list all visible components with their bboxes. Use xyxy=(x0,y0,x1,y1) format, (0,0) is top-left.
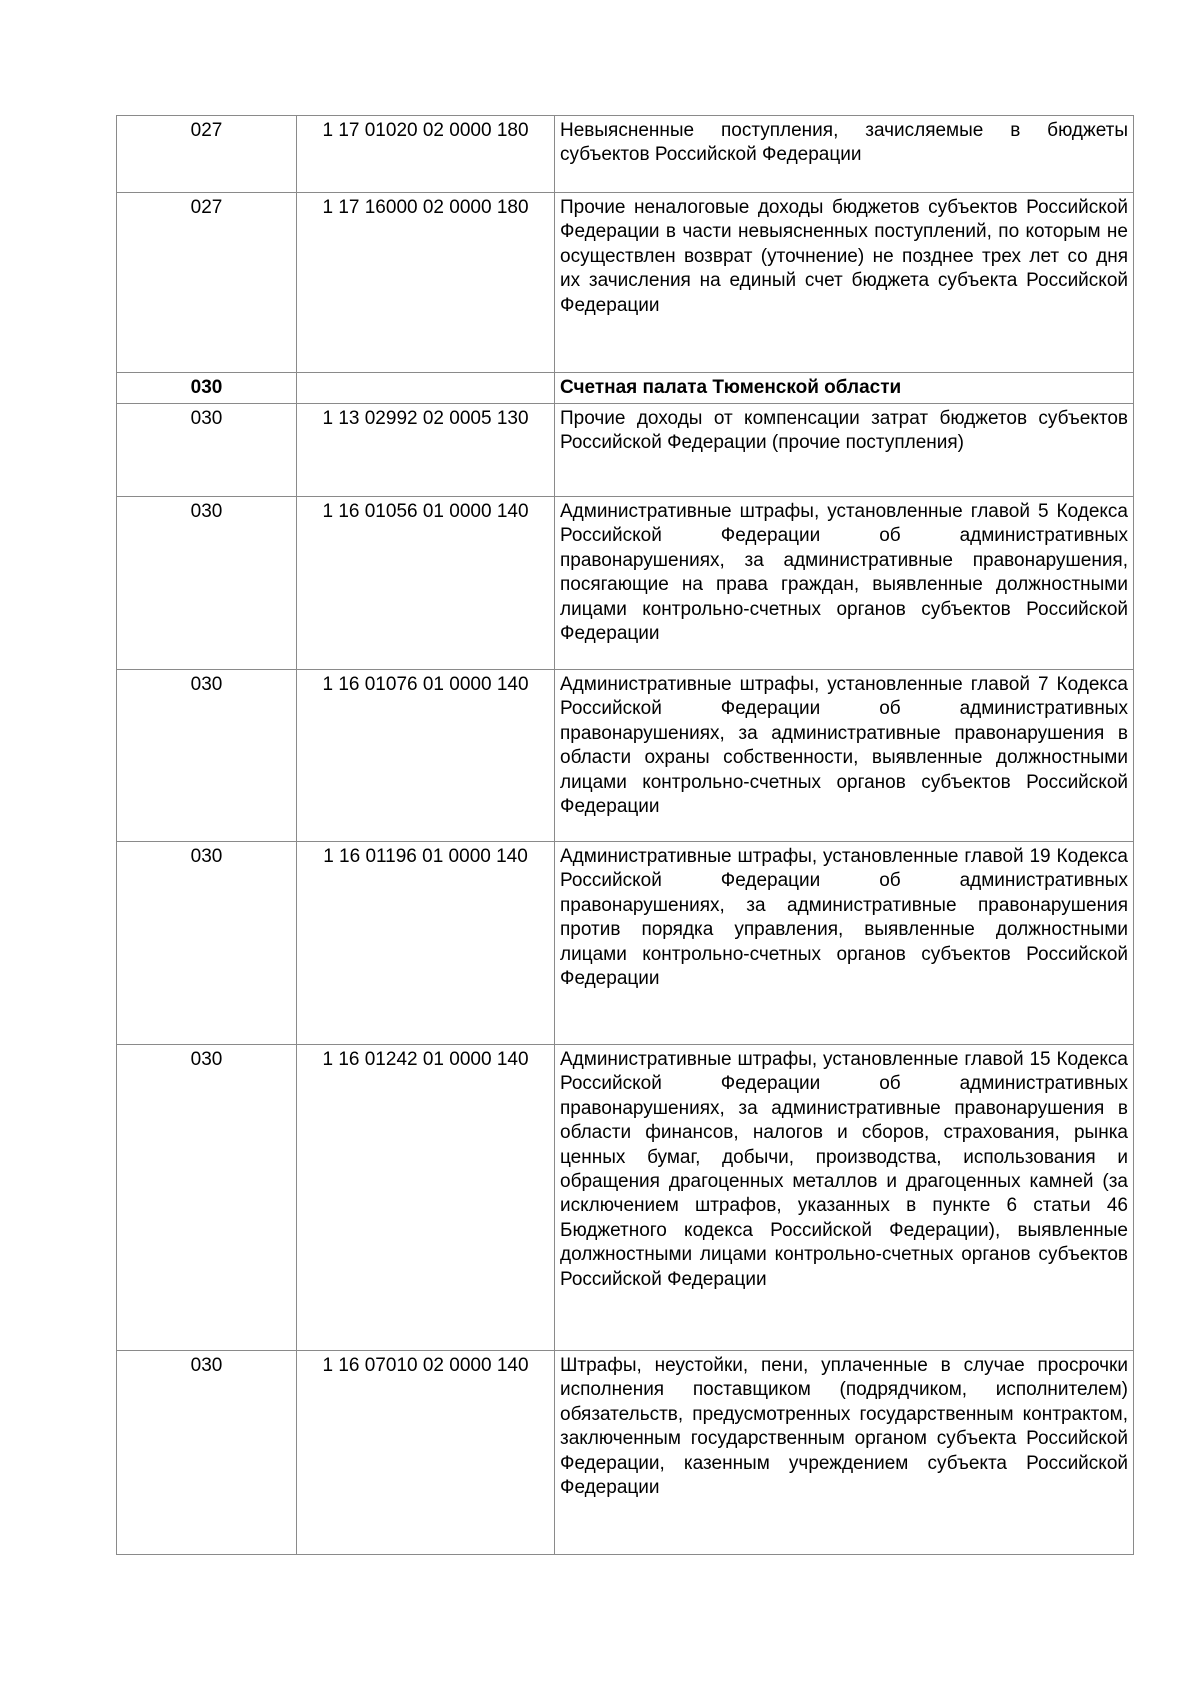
description-cell: Прочие доходы от компенсации затрат бюджетов субъектов Российской Федерации (прочие поступления) xyxy=(555,404,1134,497)
admin-code-cell: 030 xyxy=(117,842,297,1045)
budget-code-cell: 1 16 07010 02 0000 140 xyxy=(297,1351,555,1555)
budget-code-cell: 1 16 01056 01 0000 140 xyxy=(297,497,555,670)
description-cell: Счетная палата Тюменской области xyxy=(555,373,1134,404)
description-cell: Административные штрафы, установленные главой 19 Кодекса Российской Федерации об административных правонарушениях, за административные правонарушения против порядка управления, выявленные должностными лицами контрольно-счетных органов субъектов Российской Федерации xyxy=(555,842,1134,1045)
budget-code-cell: 1 16 01196 01 0000 140 xyxy=(297,842,555,1045)
table-row xyxy=(117,670,1134,842)
admin-code-cell: 027 xyxy=(117,193,297,373)
admin-code-cell: 030 xyxy=(117,373,297,404)
table-row-section-header xyxy=(117,373,1134,404)
description-cell: Невыясненные поступления, зачисляемые в бюджеты субъектов Российской Федерации xyxy=(555,116,1134,193)
budget-code-cell: 1 16 01076 01 0000 140 xyxy=(297,670,555,842)
admin-code-cell: 030 xyxy=(117,1045,297,1351)
table-row xyxy=(117,1045,1134,1351)
budget-code-cell: 1 17 01020 02 0000 180 xyxy=(297,116,555,193)
budget-code-cell: 1 17 16000 02 0000 180 xyxy=(297,193,555,373)
admin-code-cell: 027 xyxy=(117,116,297,193)
budget-code-cell: 1 16 01242 01 0000 140 xyxy=(297,1045,555,1351)
admin-code-cell: 030 xyxy=(117,497,297,670)
description-cell: Административные штрафы, установленные главой 15 Кодекса Российской Федерации об административных правонарушениях, за административные правонарушения в области финансов, налогов и сборов, страхования, рынка ценных бумаг, добычи, производства, использования и обращения драгоценных металлов и драгоценных камней (за исключением штрафов, указанных в пункте 6 статьи 46 Бюджетного кодекса Российской Федерации), выявленные должностными лицами контрольно-счетных органов субъектов Российской Федерации xyxy=(555,1045,1134,1351)
admin-code-cell: 030 xyxy=(117,670,297,842)
table-row xyxy=(117,193,1134,373)
budget-classification-table xyxy=(116,115,1134,1555)
description-cell: Прочие неналоговые доходы бюджетов субъектов Российской Федерации в части невыясненных поступлений, по которым не осуществлен возврат (уточнение) не позднее трех лет со дня их зачисления на единый счет бюджета субъекта Российской Федерации xyxy=(555,193,1134,373)
table-row xyxy=(117,842,1134,1045)
description-cell: Административные штрафы, установленные главой 7 Кодекса Российской Федерации об административных правонарушениях, за административные правонарушения в области охраны собственности, выявленные должностными лицами контрольно-счетных органов субъектов Российской Федерации xyxy=(555,670,1134,842)
table-body xyxy=(117,116,1134,1555)
description-cell: Административные штрафы, установленные главой 5 Кодекса Российской Федерации об административных правонарушениях, за административные правонарушения, посягающие на права граждан, выявленные должностными лицами контрольно-счетных органов субъектов Российской Федерации xyxy=(555,497,1134,670)
description-cell: Штрафы, неустойки, пени, уплаченные в случае просрочки исполнения поставщиком (подрядчиком, исполнителем) обязательств, предусмотренных государственным контрактом, заключенным государственным органом субъекта Российской Федерации, казенным учреждением субъекта Российской Федерации xyxy=(555,1351,1134,1555)
table-row xyxy=(117,404,1134,497)
table-row xyxy=(117,116,1134,193)
budget-code-cell: 1 13 02992 02 0005 130 xyxy=(297,404,555,497)
table-row xyxy=(117,497,1134,670)
table-row xyxy=(117,1351,1134,1555)
admin-code-cell: 030 xyxy=(117,1351,297,1555)
budget-code-cell xyxy=(297,373,555,404)
admin-code-cell: 030 xyxy=(117,404,297,497)
